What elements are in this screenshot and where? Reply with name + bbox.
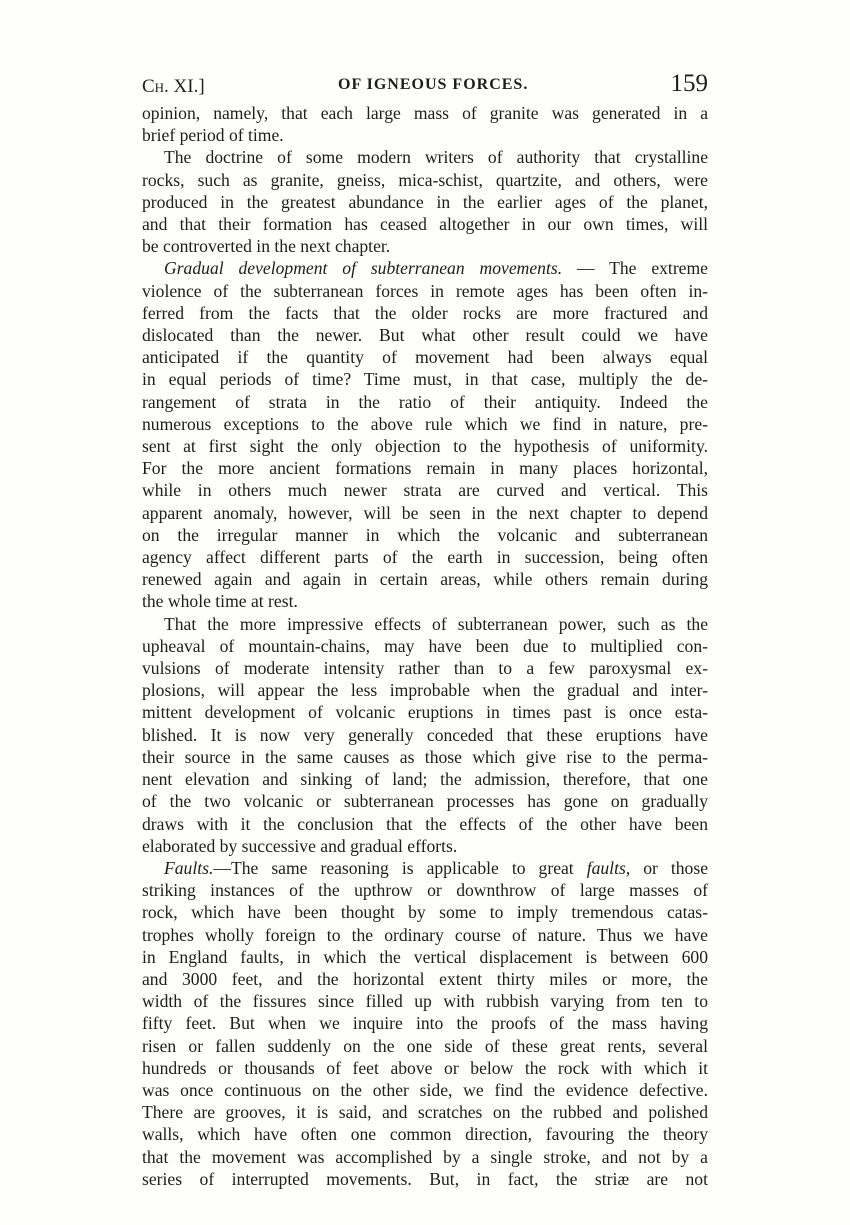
text-line xyxy=(142,1057,708,1079)
line-text: mittent development of volcanic eruptions in times past is once esta- xyxy=(142,702,708,723)
text-line xyxy=(142,657,708,679)
text-line xyxy=(142,590,708,612)
line-text: series of interrupted movements. But, in fact, the striæ are not xyxy=(142,1168,708,1189)
line-text: be controverted in the next chapter. xyxy=(142,236,391,257)
line-text: — The extreme xyxy=(562,258,708,279)
italic-heading: Gradual development of subterranean movements. xyxy=(164,258,563,279)
text-line xyxy=(142,990,708,1012)
text-line xyxy=(142,524,708,546)
text-line xyxy=(142,1146,708,1168)
line-text: —The same reasoning is applicable to great xyxy=(213,857,587,878)
line-text: draws with it the conclusion that the effects of the other have been xyxy=(142,813,708,834)
text-line xyxy=(142,435,708,457)
line-text: rock, which have been thought by some to imply tremendous catas- xyxy=(142,902,708,923)
line-text: That the more impressive effects of subterranean power, such as the xyxy=(164,613,708,634)
text-line xyxy=(142,479,708,501)
line-text: trophes wholly foreign to the ordinary course of nature. Thus we have xyxy=(142,924,708,945)
line-text: walls, which have often one common direction, favouring the theory xyxy=(142,1124,708,1145)
line-text: sent at first sight the only objection to the hypothesis of uniformity. xyxy=(142,436,708,457)
line-text: or those xyxy=(630,857,708,878)
text-line xyxy=(142,457,708,479)
text-line xyxy=(142,1035,708,1057)
text-line xyxy=(142,346,708,368)
text-line xyxy=(142,946,708,968)
line-text: in equal periods of time? Time must, in that case, multiply the de- xyxy=(142,369,708,390)
line-text: plosions, will appear the less improbable when the gradual and inter- xyxy=(142,680,708,701)
italic-heading: faults, xyxy=(586,857,631,878)
text-line xyxy=(142,879,708,901)
line-text: produced in the greatest abundance in the earlier ages of the planet, xyxy=(142,191,708,212)
text-line xyxy=(142,257,708,279)
line-text: The doctrine of some modern writers of authority that crystalline xyxy=(164,147,708,168)
text-line xyxy=(142,724,708,746)
text-line xyxy=(142,546,708,568)
text-line xyxy=(142,102,708,124)
line-text: rocks, such as granite, gneiss, mica-schist, quartzite, and others, were xyxy=(142,169,708,190)
text-line xyxy=(142,146,708,168)
line-text: striking instances of the upthrow or downthrow of large masses of xyxy=(142,880,708,901)
text-line xyxy=(142,213,708,235)
line-text: violence of the subterranean forces in remote ages has been often in- xyxy=(142,280,708,301)
line-text: their source in the same causes as those which give rise to the perma- xyxy=(142,746,708,767)
line-text: the whole time at rest. xyxy=(142,591,298,612)
text-line xyxy=(142,368,708,390)
line-text: dislocated than the newer. But what other result could we have xyxy=(142,325,708,346)
line-text: width of the fissures since filled up with rubbish varying from ten to xyxy=(142,991,708,1012)
line-text: apparent anomaly, however, will be seen in the next chapter to depend xyxy=(142,502,708,523)
text-line xyxy=(142,169,708,191)
text-line xyxy=(142,191,708,213)
line-text: agency affect different parts of the earth in succession, being often xyxy=(142,547,708,568)
text-line xyxy=(142,1012,708,1034)
text-line xyxy=(142,613,708,635)
line-text: risen or fallen suddenly on the one side of these great rents, several xyxy=(142,1035,708,1056)
text-line xyxy=(142,924,708,946)
text-line xyxy=(142,391,708,413)
text-line xyxy=(142,280,708,302)
text-line xyxy=(142,835,708,857)
text-line xyxy=(142,768,708,790)
text-line xyxy=(142,324,708,346)
text-line xyxy=(142,635,708,657)
italic-heading: Faults. xyxy=(164,857,214,878)
running-header xyxy=(142,70,708,102)
line-text: blished. It is now very generally conceded that these eruptions have xyxy=(142,724,708,745)
text-line xyxy=(142,1079,708,1101)
line-text: rangement of strata in the ratio of their antiquity. Indeed the xyxy=(142,391,708,412)
line-text: fifty feet. But when we inquire into the proofs of the mass having xyxy=(142,1013,708,1034)
line-text: in England faults, in which the vertical displacement is between 600 xyxy=(142,946,708,967)
text-line xyxy=(142,502,708,524)
chapter-label: Ch. XI.] xyxy=(142,76,205,97)
line-text: and that their formation has ceased altogether in our own times, will xyxy=(142,214,708,235)
text-line xyxy=(142,857,708,879)
text-line xyxy=(142,124,708,146)
line-text: was once continuous on the other side, we find the evidence defective. xyxy=(142,1079,708,1100)
text-line xyxy=(142,701,708,723)
text-line xyxy=(142,746,708,768)
text-line xyxy=(142,302,708,324)
text-line xyxy=(142,1123,708,1145)
line-text: and 3000 feet, and the horizontal extent thirty miles or more, the xyxy=(142,968,708,989)
text-line xyxy=(142,413,708,435)
line-text: on the irregular manner in which the volcanic and subterranean xyxy=(142,524,708,545)
text-line xyxy=(142,679,708,701)
line-text: that the movement was accomplished by a single stroke, and not by a xyxy=(142,1146,708,1167)
text-line xyxy=(142,235,708,257)
text-line xyxy=(142,1101,708,1123)
line-text: anticipated if the quantity of movement had been always equal xyxy=(142,347,708,368)
text-line xyxy=(142,968,708,990)
text-line xyxy=(142,901,708,923)
running-title: OF IGNEOUS FORCES. xyxy=(338,76,529,93)
line-text: brief period of time. xyxy=(142,125,284,146)
line-text: There are grooves, it is said, and scratches on the rubbed and polished xyxy=(142,1102,708,1123)
body-text xyxy=(142,102,708,1190)
text-line xyxy=(142,813,708,835)
line-text: renewed again and again in certain areas, while others remain during xyxy=(142,569,708,590)
line-text: opinion, namely, that each large mass of granite was generated in a xyxy=(142,103,708,123)
line-text: hundreds or thousands of feet above or below the rock with which it xyxy=(142,1057,708,1078)
line-text: nent elevation and sinking of land; the admission, therefore, that one xyxy=(142,769,708,790)
line-text: while in others much newer strata are curved and vertical. This xyxy=(142,480,708,501)
line-text: numerous exceptions to the above rule which we find in nature, pre- xyxy=(142,413,708,434)
text-line xyxy=(142,790,708,812)
line-text: upheaval of mountain-chains, may have been due to multiplied con- xyxy=(142,635,708,656)
page-number: 159 xyxy=(670,70,708,97)
text-line xyxy=(142,1168,708,1190)
text-line xyxy=(142,568,708,590)
line-text: of the two volcanic or subterranean processes has gone on gradually xyxy=(142,791,708,812)
line-text: vulsions of moderate intensity rather than to a few paroxysmal ex- xyxy=(142,658,708,679)
line-text: For the more ancient formations remain in many places horizontal, xyxy=(142,458,708,479)
line-text: elaborated by successive and gradual efforts. xyxy=(142,835,458,856)
line-text: ferred from the facts that the older rocks are more fractured and xyxy=(142,302,708,323)
